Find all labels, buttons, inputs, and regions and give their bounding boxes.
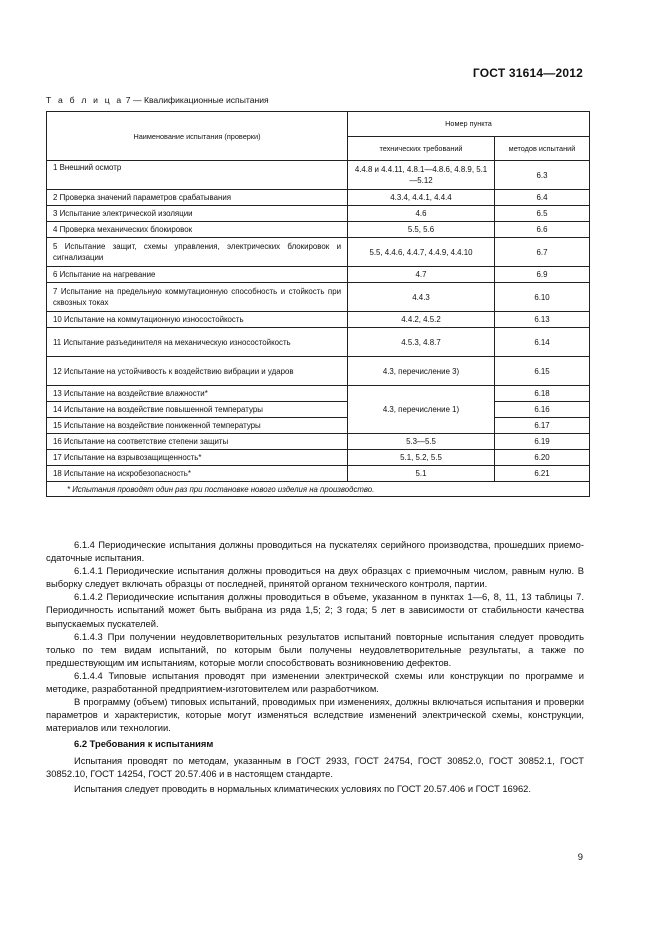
tech-clause: 4.7	[348, 267, 495, 283]
table-caption-title: 7 — Квалификационные испытания	[125, 95, 269, 105]
tech-clause: 4.4.2, 4.5.2	[348, 312, 495, 328]
tech-clause: 5.1	[348, 466, 495, 482]
tech-clause: 5.3—5.5	[348, 434, 495, 450]
qualification-tests-table	[46, 111, 590, 497]
paragraph-6-1-4: 6.1.4 Периодические испытания должны проводиться на пускателях серийного производства, прошедших приемо-сдаточные испытания.	[46, 539, 584, 564]
section-heading-6-2: 6.2 Требования к испытаниям	[74, 738, 214, 750]
paragraph-6-1-4-4: 6.1.4.4 Типовые испытания проводят при изменении электрической схемы или конструкции по программе и методике, разработанной предприятием-изготовителем или разработчиком.	[46, 669, 584, 695]
table-row	[47, 238, 590, 267]
table-row	[47, 161, 590, 190]
paragraph-6-1-4-1: 6.1.4.1 Периодические испытания должны проводиться на двух образцах с приемочным числом, равным нулю. В выборку следует включать образцы от последней, принятой органом технического контроля, партии.	[46, 565, 584, 590]
tech-clause: 4.4.3	[348, 283, 495, 312]
method-clause: 6.5	[495, 206, 590, 222]
table-caption-prefix: Т а б л и ц а	[46, 95, 124, 105]
table-row	[47, 267, 590, 283]
table-row	[47, 466, 590, 482]
test-name: 1 Внешний осмотр	[47, 161, 348, 190]
table-row	[47, 190, 590, 206]
test-name: 12 Испытание на устойчивость к воздействию вибрации и ударов	[47, 357, 348, 386]
method-clause: 6.21	[495, 466, 590, 482]
test-name: 2 Проверка значений параметров срабатывания	[47, 190, 348, 206]
test-name: 6 Испытание на нагревание	[47, 267, 348, 283]
method-clause: 6.9	[495, 267, 590, 283]
tech-clause: 5.5, 5.6	[348, 222, 495, 238]
method-clause: 6.3	[495, 161, 590, 190]
table-footnote: * Испытания проводят один раз при постановке нового изделия на производство.	[47, 482, 590, 497]
table-row	[47, 328, 590, 357]
table-row	[47, 206, 590, 222]
table-row	[47, 357, 590, 386]
column-header-name: Наименование испытания (проверки)	[47, 112, 348, 161]
test-name: 13 Испытание на воздействие влажности*	[47, 386, 348, 402]
column-header-tech: технических требований	[348, 136, 495, 161]
paragraph-6-1-4-2: 6.1.4.2 Периодические испытания должны проводиться в объеме, указанном в пунктах 1—6, 8, 11, 13 таблицы 7. Периодичность испытаний может быть выбрана из ряда 1,5; 2; 3 года; 5 лет в зависимости от стабильности качества выпускаемых пускателей.	[46, 591, 584, 629]
tech-clause: 4.3.4, 4.4.1, 4.4.4	[348, 190, 495, 206]
test-name: 17 Испытание на взрывозащищенность*	[47, 450, 348, 466]
method-clause: 6.7	[495, 238, 590, 267]
test-name: 10 Испытание на коммутационную износостойкость	[47, 312, 348, 328]
paragraph-test-methods: Испытания проводят по методам, указанным в ГОСТ 2933, ГОСТ 24754, ГОСТ 30852.0, ГОСТ 30852.1, ГОСТ 30852.10, ГОСТ 14254, ГОСТ 20.57.406 и в настоящем стандарте.	[46, 754, 584, 779]
column-header-methods: методов испытаний	[495, 136, 590, 161]
table-row	[47, 402, 590, 418]
test-name: 4 Проверка механических блокировок	[47, 222, 348, 238]
table-row	[47, 312, 590, 328]
tech-clause: 4.3, перечисление 1)	[348, 386, 495, 434]
table-caption	[46, 95, 269, 105]
standard-designation: ГОСТ 31614—2012	[472, 66, 583, 80]
method-clause: 6.4	[495, 190, 590, 206]
method-clause: 6.15	[495, 357, 590, 386]
method-clause: 6.17	[495, 418, 590, 434]
method-clause: 6.16	[495, 402, 590, 418]
table-note-row	[47, 482, 590, 497]
tech-clause: 5.5, 4.4.6, 4.4.7, 4.4.9, 4.4.10	[348, 238, 495, 267]
test-name: 14 Испытание на воздействие повышенной температуры	[47, 402, 348, 418]
table-row	[47, 418, 590, 434]
method-clause: 6.14	[495, 328, 590, 357]
table-row	[47, 434, 590, 450]
test-name: 7 Испытание на предельную коммутационную способность и стойкость при сквозных токах	[47, 283, 348, 312]
page-number: 9	[577, 851, 583, 862]
test-name: 18 Испытание на искробезопасность*	[47, 466, 348, 482]
test-name: 16 Испытание на соответствие степени защиты	[47, 434, 348, 450]
tech-clause: 4.3, перечисление 3)	[348, 357, 495, 386]
test-name: 15 Испытание на воздействие пониженной температуры	[47, 418, 348, 434]
method-clause: 6.6	[495, 222, 590, 238]
tech-clause: 4.5.3, 4.8.7	[348, 328, 495, 357]
tech-clause: 5.1, 5.2, 5.5	[348, 450, 495, 466]
table-row	[47, 283, 590, 312]
paragraph-6-1-4-3: 6.1.4.3 При получении неудовлетворительных результатов испытаний повторные испытания следует проводить только по тем видам испытаний, по которым были получены неудовлетворительные результаты, а также по предшествующим им испытаниям, которые могли способствовать возникновению дефектов.	[46, 630, 584, 668]
tech-clause: 4.4.8 и 4.4.11, 4.8.1—4.8.6, 4.8.9, 5.1—5.12	[348, 161, 495, 190]
paragraph-climatic-conditions: Испытания следует проводить в нормальных климатических условиях по ГОСТ 20.57.406 и ГОСТ 16962.	[74, 782, 531, 794]
test-name: 11 Испытание разъединителя на механическую износостойкость	[47, 328, 348, 357]
paragraph-type-tests-program: В программу (объем) типовых испытаний, проводимых при изменениях, должны включаться испытания и проверки параметров и характеристик, которые могут изменяться вследствие изменений электрической схемы, конструкции, материалов или технологии.	[46, 696, 584, 734]
table-header-row	[47, 112, 590, 137]
method-clause: 6.13	[495, 312, 590, 328]
test-name: 5 Испытание защит, схемы управления, электрических блокировок и сигнализации	[47, 238, 348, 267]
tech-clause: 4.6	[348, 206, 495, 222]
method-clause: 6.18	[495, 386, 590, 402]
table-row	[47, 450, 590, 466]
method-clause: 6.19	[495, 434, 590, 450]
table-row	[47, 386, 590, 402]
test-name: 3 Испытание электрической изоляции	[47, 206, 348, 222]
column-header-group: Номер пункта	[348, 112, 590, 137]
method-clause: 6.10	[495, 283, 590, 312]
method-clause: 6.20	[495, 450, 590, 466]
table-row	[47, 222, 590, 238]
body-text	[46, 538, 584, 795]
